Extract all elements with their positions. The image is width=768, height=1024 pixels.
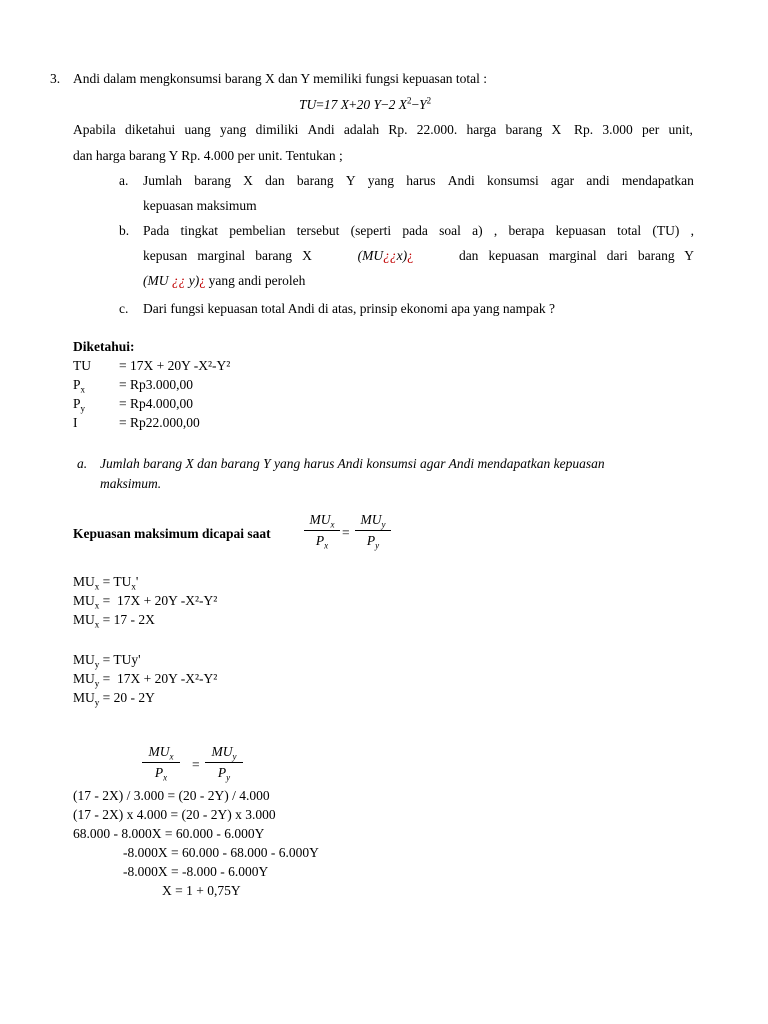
item-b-word: (TU) [652,223,680,238]
paragraph-word: 3.000 [602,122,633,137]
item-b-line3 [143,273,305,289]
item-b-word: Pada [143,223,170,238]
derivation-step-4: -8.000X = 60.000 - 68.000 - 6.000Y [123,845,319,860]
item-b-word: berapa [508,223,545,238]
item-a-word: harus [406,173,436,188]
fraction2-eq: = [192,757,200,772]
known-label-px: $P_x$ [73,377,86,395]
item-b-word: a) [472,223,483,238]
known-label-tu: TU [73,358,91,373]
item-b-word: soal [439,223,461,238]
item-a-line1 [143,173,694,189]
paragraph-word: Apabila [73,122,116,137]
formula-lhs: TU [299,97,317,112]
formula-eq: = [316,97,324,112]
paragraph-word: diketahui [125,122,176,137]
paragraph-word: harga [466,122,497,137]
paragraph-word: per [641,122,660,137]
item-a-word: Andi [447,173,475,188]
item-b-word: kepuasan [555,223,606,238]
formula-plus: + [349,97,357,112]
item-a-word: konsumsi [486,173,539,188]
formula-square2: 2 [426,95,432,106]
item-a-word: dan [265,173,285,188]
item-b-word: (seperti [350,223,392,238]
formula-term1: 17 X [323,97,350,112]
paragraph-word: barang [505,122,543,137]
max-condition-label: Kepuasan maksimum dicapai saat [73,526,271,541]
known-value-px: = Rp3.000,00 [119,377,193,392]
paragraph-word: 22.000. [416,122,458,137]
item-c-letter: c. [119,301,129,316]
fraction-mux-px: $MU_x$ $P_x$ [304,512,340,549]
answer-a-line2: maksimum. [100,476,162,491]
item-a-word: Jumlah [143,173,182,188]
formula-minus2: − [411,97,420,112]
item-b-line2-post: dan kepuasan marginal dari barang Y [458,248,694,263]
item-b-word: , [493,223,498,238]
answer-a-letter: a. [77,456,88,471]
known-label-i: I [73,415,78,430]
item-a-word: barang [194,173,231,188]
item-a-line2: kepuasan maksimum [143,198,257,213]
muy-line1: $MU_y = TUy'$ [73,652,141,670]
paragraph-word: X [551,122,565,137]
fraction2-mux-px: $MU_x$ $P_x$ [142,744,180,781]
mux-line3: $MU_x = 17 - 2X$ [73,612,155,630]
paragraph-word: yang [220,122,247,137]
known-value-tu: = 17X + 20Y -X²-Y² [119,358,231,373]
item-c-text: Dari fungsi kepuasan total Andi di atas, prinsip ekonomi apa yang nampak ? [143,301,556,316]
item-b-word: tersebut [296,223,340,238]
item-a-word: barang [296,173,334,188]
derivation-step-5: -8.000X = -8.000 - 6.000Y [123,864,269,879]
tu-formula [299,97,431,113]
muy-line2: $MU_y = 17X + 20Y$ -X²-Y² [73,671,218,689]
paragraph-word: Andi [307,122,335,137]
formula-minus: − [381,97,389,112]
item-b-line1 [143,223,694,239]
fraction2-muy-py: $MU_y$ $P_y$ [205,744,243,781]
item-b-word: , [690,223,694,238]
formula-term3: 2 X [388,97,408,112]
item-a-word: yang [367,173,395,188]
paragraph-word: Rp. [388,122,408,137]
derivation-step-2: (17 - 2X) x 4.000 = (20 - 2Y) x 3.000 [73,807,276,822]
mux-line2: $MU_x = 17X + 20Y$ -X²-Y² [73,593,218,611]
item-a-word: X [243,173,253,188]
item-b-word: pembelian [229,223,286,238]
paragraph-word: adalah [343,122,380,137]
paragraph-word: unit, [668,122,693,137]
formula-square: 2 [407,95,412,106]
question-intro: Andi dalam mengkonsumsi barang X dan Y memiliki fungsi kepuasan total : [73,71,488,86]
mu-y-expression: (MU ¿¿ y)¿ [143,273,206,288]
item-b-word: total [617,223,642,238]
fraction-muy-py: $MU_y$ $P_y$ [355,512,391,549]
known-title: Diketahui: [73,339,135,354]
derivation-result: X = 1 + 0,75Y [162,883,241,898]
known-label-py: $P_y$ [73,396,86,414]
paragraph-word: Rp. [573,122,594,137]
item-a-word: andi [586,173,610,188]
max-condition-eq: = [342,525,350,540]
formula-term4: Y [419,97,427,112]
item-b-word: pada [402,223,428,238]
known-value-i: = Rp22.000,00 [119,415,200,430]
answer-a-line1: Jumlah barang X dan barang Y yang harus Andi konsumsi agar Andi mendapatkan kepuasan [100,456,605,471]
item-a-letter: a. [119,173,129,188]
question-number: 3. [50,71,61,86]
known-value-py: = Rp4.000,00 [119,396,193,411]
item-a-word: agar [550,173,575,188]
paragraph-word: dimiliki [255,122,299,137]
item-b-letter: b. [119,223,130,238]
item-a-word: Y [345,173,356,188]
item-b-line3-post: yang andi peroleh [208,273,306,288]
question-paragraph-line2: dan harga barang Y Rp. 4.000 per unit. Tentukan ; [73,148,343,163]
muy-line3: $MU_y = 20 - 2Y$ [73,690,155,708]
item-a-word: mendapatkan [621,173,694,188]
derivation-step-3: 68.000 - 8.000X = 60.000 - 6.000Y [73,826,265,841]
mux-line1: $MU_x = TU_x'$ [73,574,139,592]
item-b-line2 [143,248,694,264]
formula-term2: 20 Y [356,97,382,112]
paragraph-word: uang [184,122,211,137]
question-paragraph-line1 [73,122,693,138]
item-b-line2-pre: kepusan marginal barang X [143,248,312,263]
mu-x-expression: (MU¿¿x)¿ [357,248,414,263]
item-b-word: tingkat [180,223,218,238]
derivation-step-1: (17 - 2X) / 3.000 = (20 - 2Y) / 4.000 [73,788,270,803]
